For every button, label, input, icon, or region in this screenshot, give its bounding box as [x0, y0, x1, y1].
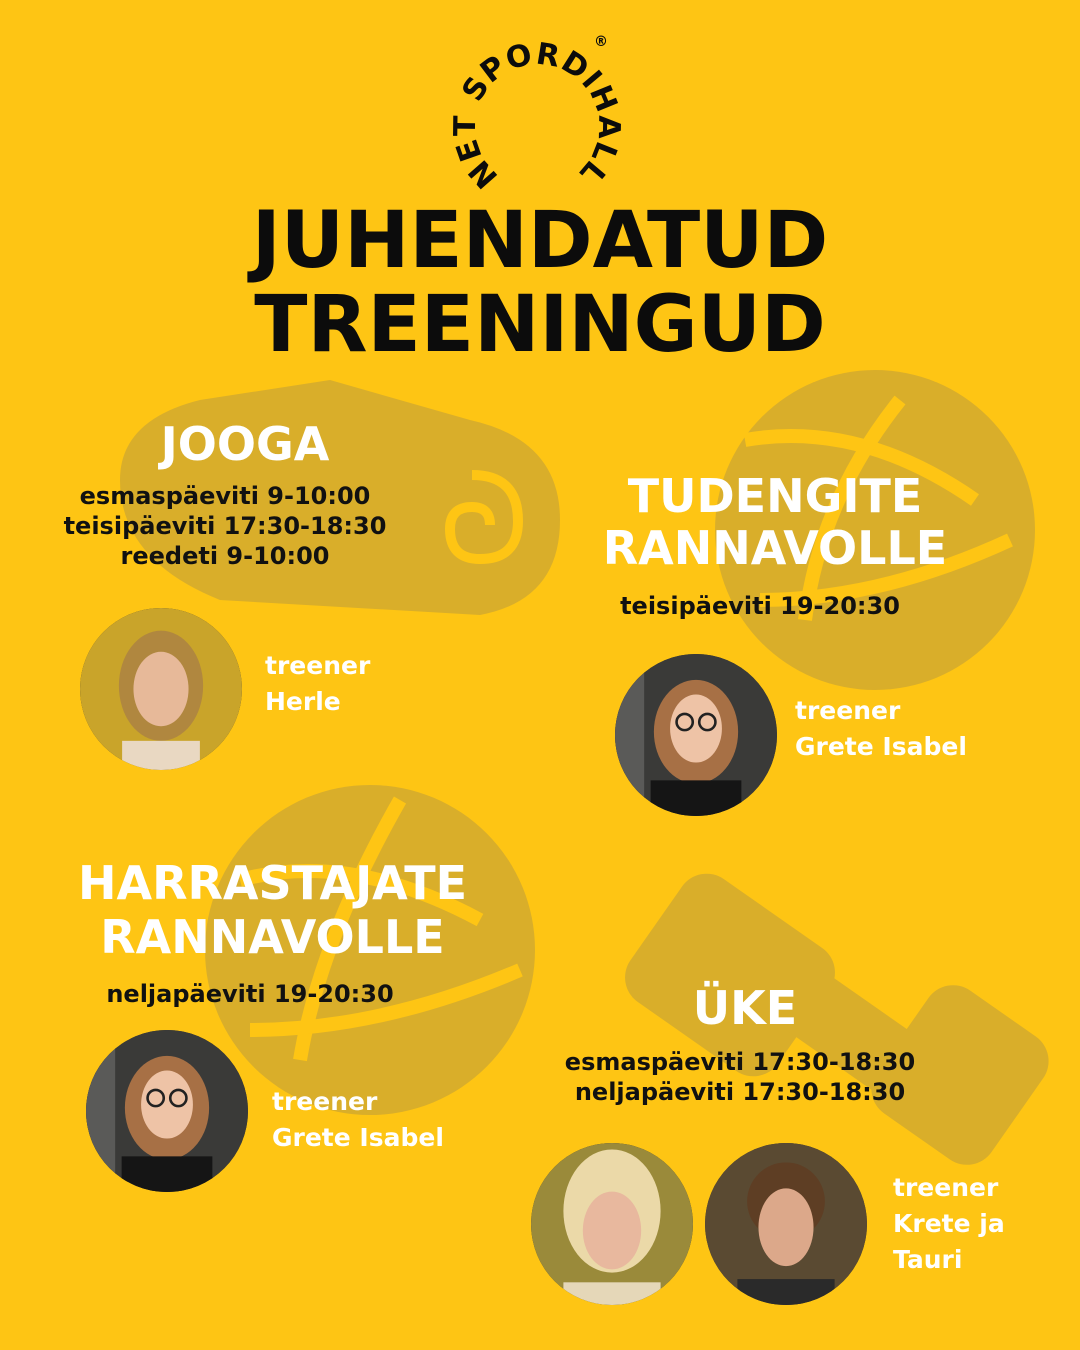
coach-label: treener — [893, 1173, 999, 1202]
jooga-schedule-line: esmaspäeviti 9-10:00 — [79, 482, 371, 510]
coach-name: Grete Isabel — [272, 1123, 444, 1152]
jooga-schedule — [20, 481, 430, 571]
jooga-coach — [265, 648, 370, 720]
jooga-title: JOOGA — [160, 417, 330, 471]
logo-icon — [430, 26, 630, 196]
harrastajate-schedule: neljapäeviti 19-20:30 — [106, 980, 394, 1008]
page-title-line1: JUHENDATUD — [251, 196, 829, 286]
avatar-herle — [80, 608, 242, 770]
avatar-grete-isabel-2 — [86, 1030, 248, 1192]
registered-mark: ® — [594, 34, 608, 50]
page-title-line2: TREENINGUD — [254, 280, 826, 370]
tudengite-coach — [795, 693, 967, 765]
tudengite-title-line2: RANNAVOLLE — [602, 521, 948, 575]
avatar-krete — [531, 1143, 693, 1305]
uke-schedule-line: esmaspäeviti 17:30-18:30 — [564, 1048, 916, 1076]
coach-name: Herle — [265, 687, 341, 716]
uke-title: ÜKE — [692, 981, 798, 1035]
svg-text:NET SPORDIHALL — [448, 37, 626, 195]
harrastajate-title-line1: HARRASTAJATE — [77, 856, 468, 910]
uke-coach — [893, 1170, 1005, 1278]
avatar-tauri — [705, 1143, 867, 1305]
harrastajate-title — [30, 856, 515, 964]
uke-schedule — [530, 1047, 950, 1107]
coach-name: Grete Isabel — [795, 732, 967, 761]
coach-label: treener — [265, 651, 371, 680]
logo-text: NET SPORDIHALL — [447, 36, 627, 195]
harrastajate-coach — [272, 1084, 444, 1156]
uke-schedule-line: neljapäeviti 17:30-18:30 — [574, 1078, 906, 1106]
tudengite-title — [560, 470, 990, 574]
tudengite-schedule: teisipäeviti 19-20:30 — [620, 592, 900, 620]
coach-label: treener — [272, 1087, 378, 1116]
tudengite-title-line1: TUDENGITE — [627, 469, 923, 523]
coach-name-line2: Tauri — [893, 1245, 963, 1274]
jooga-schedule-line: reedeti 9-10:00 — [120, 542, 330, 570]
coach-label: treener — [795, 696, 901, 725]
jooga-schedule-line: teisipäeviti 17:30-18:30 — [63, 512, 387, 540]
coach-name-line1: Krete ja — [893, 1209, 1005, 1238]
avatar-grete-isabel — [615, 654, 777, 816]
harrastajate-title-line2: RANNAVOLLE — [100, 910, 445, 964]
